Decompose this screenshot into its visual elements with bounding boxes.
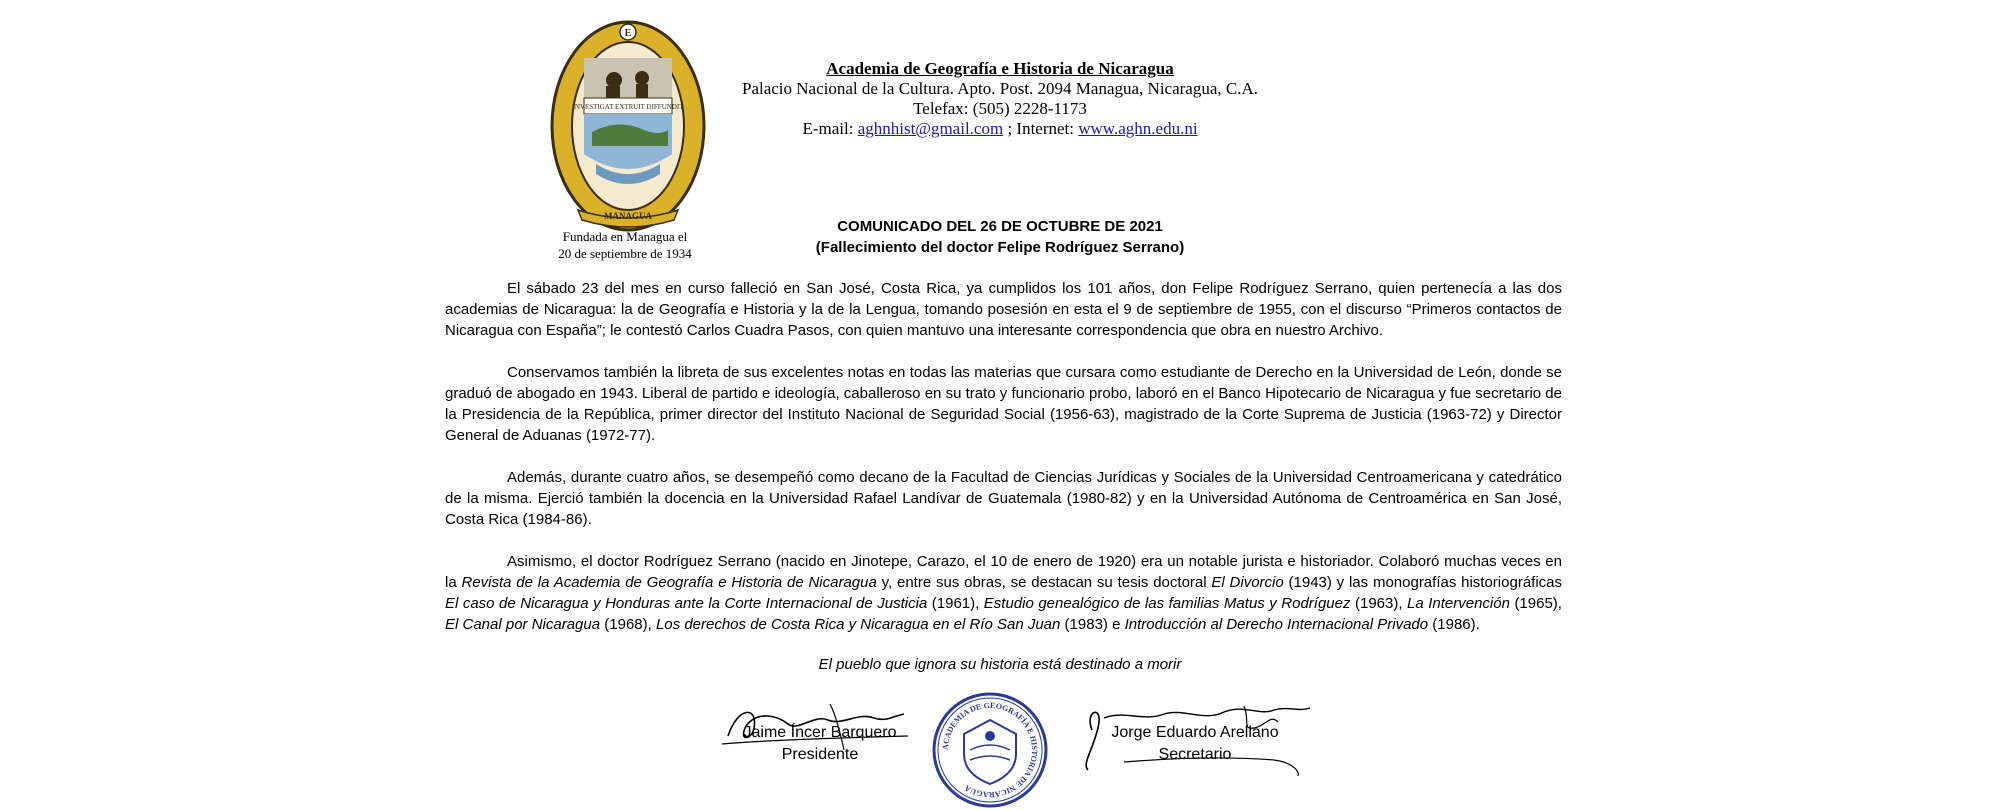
signatory-name: Jaime Íncer Barquero (743, 724, 897, 741)
work-title: La Intervención (1407, 595, 1510, 612)
communique-title: COMUNICADO DEL 26 DE OCTUBRE DE 2021 (837, 218, 1163, 235)
website-link[interactable]: www.aghn.edu.ni (1078, 119, 1198, 138)
letterhead (700, 59, 1300, 139)
signature-left (700, 722, 940, 766)
communique-heading (700, 216, 1300, 258)
work-title: El Divorcio (1211, 574, 1284, 591)
signature-right (1080, 722, 1310, 766)
email-link[interactable]: aghnhist@gmail.com (857, 119, 1004, 138)
signatory-name: Jorge Eduardo Arellano (1111, 724, 1279, 741)
logo-motto: INVESTIGAT EXTRUIT DIFFUNDIT (572, 103, 684, 111)
communique-body (445, 278, 1562, 635)
paragraph-1: El sábado 23 del mes en curso falleció en San José, Costa Rica, ya cumplidos los 101 años, don Felipe Rodríguez Serrano, quien pertenecía a las dos academias de Nicaragua: la de Geografía e Historia y la de la Lengua, tomando posesión en esta el 9 de septiembre de 1955, con el discurso “Primeros contactos de Nicaragua con España”; le contestó Carlos Cuadra Pasos, con quien mantuvo una interesante correspondencia que obra en nuestro Archivo. (445, 280, 1562, 339)
paragraph-2: Conservamos también la libreta de sus excelentes notas en todas las materias que cursara como estudiante de Derecho en la Universidad de León, donde se graduó de abogado en 1943. Liberal de partido e ideología, caballeroso en su trato y funcionario probo, laboró en el Banco Hipotecario de Nicaragua y fue secretario de la Presidencia de la República, primer director del Instituto Nacional de Seguridad Social (1956-63), magistrado de la Corte Suprema de Justicia (1963-72) y Director General de Aduanas (1972-77). (445, 364, 1562, 444)
academy-address: Palacio Nacional de la Cultura. Apto. Post. 2094 Managua, Nicaragua, C.A. (741, 79, 1259, 98)
paragraph-3: Además, durante cuatro años, se desempeñó como decano de la Facultad de Ciencias Jurídicas y Sociales de la Universidad Centroamericana y catedrático de la misma. Ejerció también la docencia en la Universidad Rafael Landívar de Guatemala (1980-82) y en la Universidad Autónoma de Centroamérica en San José, Costa Rica (1984-86). (445, 469, 1562, 528)
academy-title: Academia de Geografía e Historia de Nicaragua (826, 59, 1174, 78)
work-title: Los derechos de Costa Rica y Nicaragua en el Río San Juan (655, 616, 1061, 633)
work-title: El caso de Nicaragua y Honduras ante la Corte Internacional de Justicia (445, 595, 928, 612)
communique-subtitle: (Fallecimiento del doctor Felipe Rodríguez Serrano) (815, 239, 1185, 256)
academy-seal (930, 690, 1050, 810)
motto: El pueblo que ignora su historia está destinado a morir (818, 656, 1182, 673)
svg-text:E: E (624, 28, 632, 39)
signatory-role: Presidente (781, 746, 859, 763)
signatory-role: Secretario (1158, 746, 1232, 763)
academy-contact-line (700, 119, 1300, 139)
founded-caption (520, 228, 730, 262)
paragraph-4: Asimismo, el doctor Rodríguez Serrano (nacido en Jinotepe, Carazo, el 10 de enero de 1920) era un notable jurista e historiador. Colaboró muchas veces en la Revista de la Academia de Geografía e Historia de Nicaragua y, entre sus obras, se destacan su tesis doctoral El Divorcio (1943) y las monografías historiográficas El caso de Nicaragua y Honduras ante la Corte Internacional de Justicia (1961), Estudio genealógico de las familias Matus y Rodríguez (1963), La Intervención (1965), El Canal por Nicaragua (1968), Los derechos de Costa Rica y Nicaragua en el Río San Juan (1983) e Introducción al Derecho Internacional Privado (1986). (445, 553, 1563, 633)
email-label: E-mail: (802, 119, 854, 138)
founded-line-1: Fundada en Managua el (562, 229, 688, 244)
academy-logo (548, 14, 708, 236)
founded-line-2: 20 de septiembre de 1934 (558, 246, 692, 261)
work-title: El Canal por Nicaragua (445, 616, 601, 633)
work-title: Introducción al Derecho Internacional Privado (1124, 616, 1429, 633)
logo-bottom-text: MANAGUA (604, 211, 652, 221)
work-title: Revista de la Academia de Geografía e Historia de Nicaragua (461, 574, 877, 591)
work-title: Estudio genealógico de las familias Matus y Rodríguez (983, 595, 1351, 612)
academy-phone: Telefax: (505) 2228-1173 (913, 99, 1087, 118)
internet-label: ; Internet: (1007, 119, 1074, 138)
seal-ring-text: ACADEMIA DE GEOGRAFÍA E HISTORIA DE NICARAGUA (940, 700, 1040, 800)
